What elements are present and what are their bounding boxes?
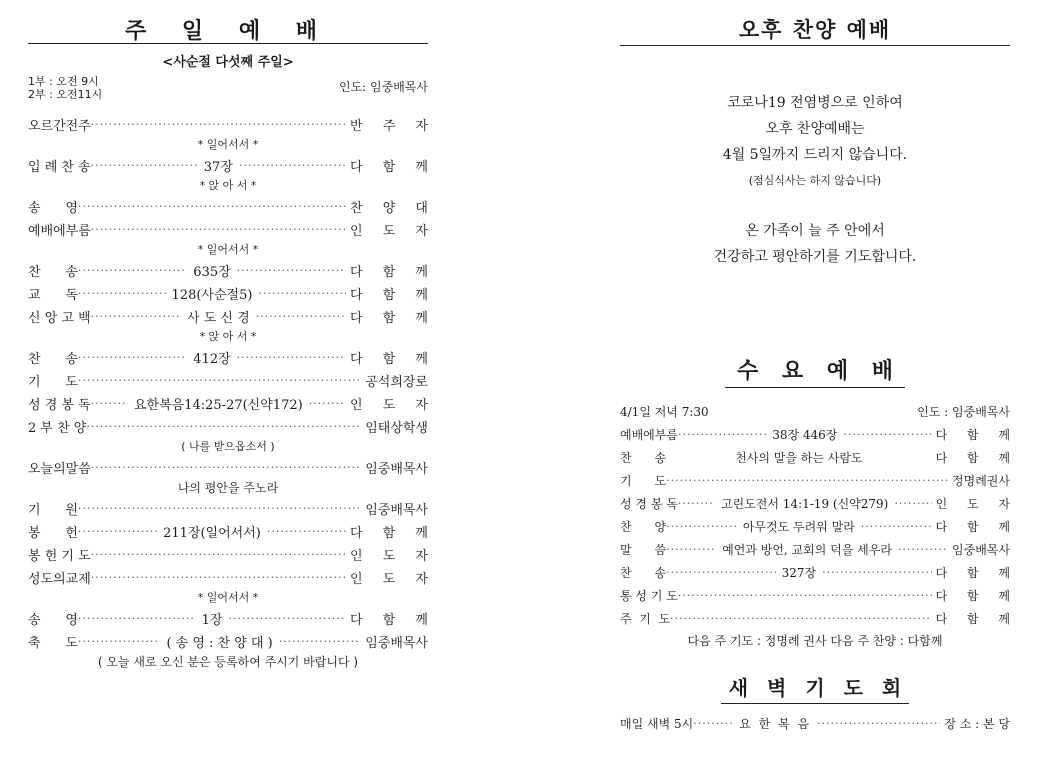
order-row [620,469,1010,492]
order-label: 통 성 기 도 [620,589,678,603]
order-row [28,456,428,479]
order-row [28,113,436,136]
order-label: 찬 송 [620,451,667,465]
order-detail: 사 도 신 경 [187,311,250,326]
order-row [28,218,436,241]
order-detail: 고린도전서 14:1-19 (신약279) [721,497,889,511]
order-note: ( 오늘 새로 오신 분은 등록하여 주시기 바랍니다 ) [97,655,359,669]
wednesday-service-title: 수 요 예 배 [725,354,905,388]
wednesday-next-week: 다음 주 기도 : 정명례 권사 다음 주 찬양 : 다함께 [687,634,943,648]
dawn-prayer [620,672,1010,735]
order-row [28,607,436,630]
order-person: 정명례권사 [952,474,1010,488]
order-detail: 38장 446장 [772,428,838,442]
afternoon-notice [620,90,1010,194]
blessing-line: 건강하고 평안하기를 기도합니다. [713,249,917,265]
blessing-message [620,218,1010,270]
order-label: 성도의교제 [28,572,91,587]
right-column [620,0,1018,731]
order-person: 공석희장로 [365,375,428,390]
order-detail: 635장 [193,265,231,280]
order-detail: 327장 [781,566,817,580]
order-row [620,584,1018,607]
order-row [28,154,436,177]
order-row [620,561,1018,584]
order-person: 인 도 자 [350,572,436,587]
order-person: 다 함 께 [935,566,1018,580]
order-detail: 37장 [203,160,233,175]
order-label: 송 영 [28,201,78,216]
order-label: 말 씀 [620,543,667,557]
order-person: 인 도 자 [935,497,1018,511]
order-person: 인 도 자 [350,549,436,564]
dawn-prayer-title: 새 벽 기 도 회 [721,672,909,704]
order-detail: 아무것도 두려워 말라 [742,520,855,534]
order-label: 찬 양 [620,520,667,534]
order-note: ( 나를 받으옵소서 ) [181,440,275,453]
dawn-scripture: 요 한 복 음 [739,717,812,731]
order-row [28,259,436,282]
notice-line: 4월 5일까지 드리지 않습니다. [722,147,908,163]
order-label: 기 도 [620,474,667,488]
order-row [620,423,1018,446]
order-label: 입 례 찬 송 [28,160,91,175]
order-label: 축 도 [28,636,78,651]
order-detail: 128(사순절5) [171,288,253,303]
wednesday-date-row [620,400,1010,423]
order-label: 예배에부름 [28,224,91,239]
order-label: 신 앙 고 백 [28,311,91,326]
order-label: 2 부 찬 양 [28,421,87,436]
sunday-order-list [28,113,436,671]
order-person: 인 도 자 [350,224,436,239]
order-note: * 앉 아 서 * [199,179,257,192]
order-person: 임중배목사 [365,636,428,651]
order-detail: ( 송 영 : 찬 양 대 ) [166,636,273,651]
order-person: 임중배목사 [365,503,428,518]
order-person: 다 함 께 [350,160,436,175]
order-person: 인 도 자 [350,398,436,413]
time-second: 2부 : 오전11시 [28,88,103,101]
order-row [28,195,436,218]
lunch-notice: (점심식사는 하지 않습니다) [748,174,882,187]
order-label: 성 경 봉 독 [620,497,678,511]
order-person: 다 함 께 [350,613,436,628]
order-person: 다 함 께 [350,526,436,541]
order-label: 봉 헌 기 도 [28,549,91,564]
order-detail: 요한복음14:25-27(신약172) [133,398,303,413]
order-note: * 앉 아 서 * [199,330,257,343]
order-row [620,492,1018,515]
sunday-title-block [28,0,428,44]
order-label: 찬 송 [620,566,667,580]
order-person: 임태상학생 [365,421,428,436]
order-person: 임중배목사 [365,462,428,477]
order-person: 임중배목사 [952,543,1010,557]
sunday-service-title: 주 일 예 배 [125,18,331,44]
order-label: 찬 송 [28,352,78,367]
order-label: 기 원 [28,503,78,518]
dawn-prayer-row [620,712,1010,735]
sunday-subtitle: <사순절 다섯째 주일> [162,55,294,70]
blessing-line: 온 가족이 늘 주 안에서 [745,223,885,239]
order-note: * 일어서서 * [197,591,259,604]
order-detail: 1장 [201,613,223,628]
order-row [620,607,1018,630]
order-person: 찬 양 대 [350,201,436,216]
service-times [28,75,428,103]
dawn-time: 매일 새벽 5시 [620,717,694,731]
order-person: 반 주 자 [350,119,436,134]
order-detail: 예언과 방언, 교회의 덕을 세우라 [722,543,892,557]
order-detail: 천사의 말을 하는 사람도 [735,451,863,465]
order-label: 오늘의말씀 [28,462,91,477]
sunday-leader: 인도: 임중배목사 [338,80,428,94]
order-person: 다 함 께 [350,311,436,326]
order-person: 다 함 께 [935,612,1018,626]
wednesday-leader: 인도 : 임중배목사 [917,405,1010,419]
order-label: 송 영 [28,613,78,628]
order-row [620,515,1018,538]
notice-line: 코로나19 전염병으로 인하여 [727,95,903,111]
order-row [28,415,428,438]
time-first: 1부 : 오전 9시 [28,75,99,88]
order-row [28,346,436,369]
order-label: 예배에부름 [620,428,678,442]
order-person: 다 함 께 [350,352,436,367]
order-person: 다 함 께 [935,589,1018,603]
order-detail: 412장 [193,352,231,367]
order-row [620,538,1010,561]
notice-line: 오후 찬양예배는 [765,121,865,137]
order-row [28,282,436,305]
order-row [28,392,436,415]
order-note: 나의 평안을 주노라 [177,481,279,495]
order-label: 오르간전주 [28,119,91,134]
order-row [28,369,428,392]
order-label: 주 기 도 [620,612,671,626]
order-label: 찬 송 [28,265,78,280]
order-row [620,446,1018,469]
afternoon-service-title: 오후 찬양 예배 [738,17,892,42]
sunday-service-column [28,0,436,671]
order-row [28,305,436,328]
wednesday-service [620,354,1018,650]
wednesday-date: 4/1일 저녁 7:30 [620,405,709,419]
order-note: * 일어서서 * [197,243,259,256]
order-person: 다 함 께 [935,428,1018,442]
order-row [28,520,436,543]
order-person: 다 함 께 [935,451,1018,465]
afternoon-title-block [620,0,1010,46]
order-label: 교 독 [28,288,78,303]
order-person: 다 함 께 [935,520,1018,534]
wednesday-order-list [620,423,1018,630]
order-detail: 211장(일어서서) [163,526,261,541]
order-row [28,543,436,566]
order-label: 성 경 봉 독 [28,398,91,413]
order-person: 다 함 께 [350,265,436,280]
order-label: 봉 헌 [28,526,78,541]
order-note: * 일어서서 * [197,138,259,151]
dawn-location: 장 소 : 본 당 [944,717,1010,731]
order-label: 기 도 [28,375,78,390]
order-row [28,566,436,589]
order-row [28,497,428,520]
order-person: 다 함 께 [350,288,436,303]
order-row [28,630,428,653]
